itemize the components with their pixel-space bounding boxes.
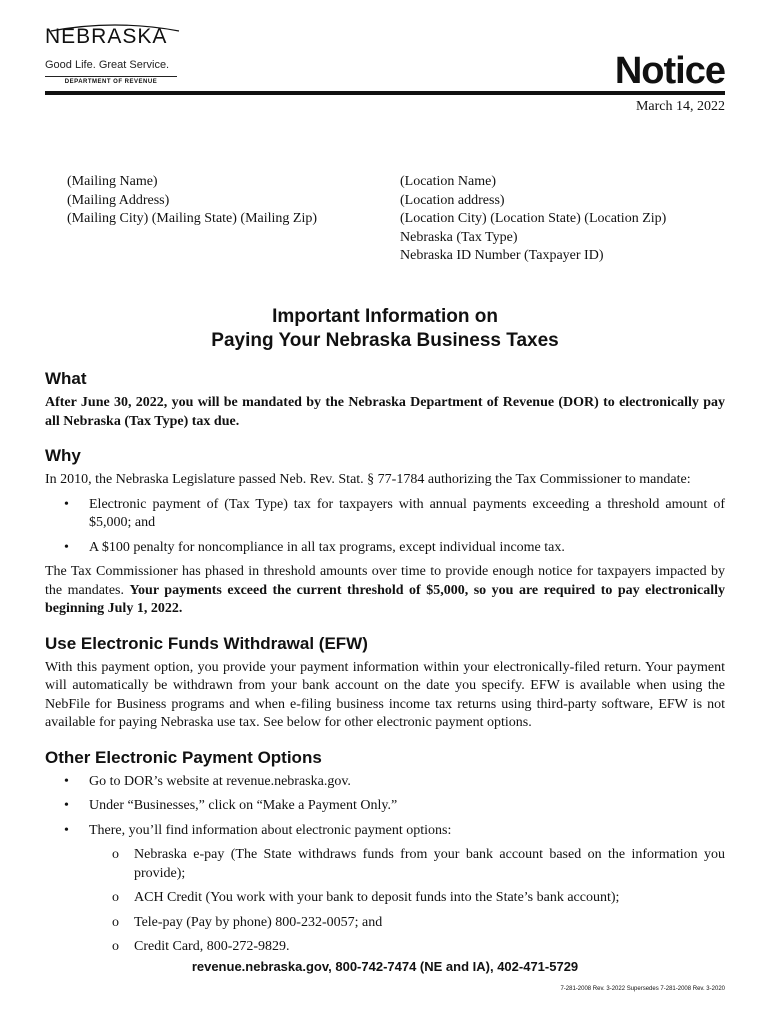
payment-methods-list [89,846,725,957]
what-text-bold: After June 30, 2022, you will be mandated by the Nebraska Department of Revenue (DOR) to electronically pay all Nebraska (Tax Type) tax due. [45,395,725,429]
section-heading-efw: Use Electronic Funds Withdrawal (EFW) [45,633,368,653]
document-title-line1: Important Information on [272,306,498,327]
list-item: • There, you’ll find information about electronic payment options: o Nebraska e-pay (The State withdraws funds from your bank account based on the information you provide); o ACH Credit (You work with your bank to deposit funds into the State’s bank account); o Tele-pay (Pay by phone) 800-232-0057; and o Credit Card, 800-272-9829. [89,822,725,957]
list-item: • Electronic payment of (Tax Type) tax for taxpayers with annual payments exceeding a threshold amount of $5,000; and [64,496,725,530]
mailing-address: (Mailing Address) [67,192,170,208]
section-heading-other-options: Other Electronic Payment Options [45,747,322,767]
location-address: (Location address) [400,192,505,208]
taxpayer-id: Nebraska ID Number (Taxpayer ID) [400,248,604,263]
logo-tagline: Good Life. Great Service. [45,59,170,71]
location-address-block [400,173,666,266]
notice-body [45,368,725,963]
document-title-line2: Paying Your Nebraska Business Taxes [211,330,559,351]
list-item: • Go to DOR’s website at revenue.nebraska.gov. [64,773,351,789]
mailing-city-state-zip: (Mailing City) (Mailing State) (Mailing Zip) [67,211,318,226]
department-logo [45,26,185,85]
notice-date: March 14, 2022 [635,99,725,114]
logo-wordmark [45,26,185,48]
why-intro: In 2010, the Nebraska Legislature passed Neb. Rev. Stat. § 77-1784 authorizing the Tax Commissioner to mandate: [45,472,691,487]
form-number: 7-281-2008 Rev. 3-2022 Supersedes 7-281-2008 Rev. 3-2020 [560,986,725,992]
footer-contact: revenue.nebraska.gov, 800-742-7474 (NE and IA), 402-471-5729 [191,959,579,974]
logo-arc-icon [47,22,183,32]
mailing-address-block [67,173,317,229]
efw-text: With this payment option, you provide your payment information within your electronically-filed return. Your payment will automatically be withdrawn from your bank account on the date you specify. EFW is available when using the NebFile for Business programs and when e-filing business income tax returns using third-party software, EFW is not available for paying Nebraska use tax. See below for other electronic payment options. [45,659,725,730]
section-heading-why: Why [45,446,81,465]
why-bullet-list [45,496,725,558]
logo-department: DEPARTMENT OF REVENUE [64,79,158,85]
what-text [45,394,725,431]
logo-divider [45,76,177,77]
page-title: Notice [614,50,725,92]
other-options-list [45,773,725,957]
location-city-state-zip: (Location City) (Location State) (Location Zip) [400,211,667,226]
list-item: • A $100 penalty for noncompliance in all tax programs, except individual income tax. [64,539,565,555]
why-closing: The Tax Commissioner has phased in threshold amounts over time to provide enough notice for taxpayers impacted by the mandates. Your payments exceed the current threshold of $5,000, so you are required to pay electronically beginning July 1, 2022. [45,564,725,616]
list-item: o ACH Credit (You work with your bank to deposit funds into the State’s bank account); [112,890,620,905]
list-item: • Under “Businesses,” click on “Make a Payment Only.” [64,798,398,813]
list-item: o Credit Card, 800-272-9829. [112,939,290,954]
list-item: o Tele-pay (Pay by phone) 800-232-0057; and [112,914,383,930]
document-title [0,305,770,353]
threshold-requirement: Your payments exceed the current threshold of $5,000, so you are required to pay electronically beginning July 1, 2022. [45,582,725,616]
logo-name: NEBRASKA [45,25,168,48]
tax-type: Nebraska (Tax Type) [400,229,518,245]
header-divider [45,91,725,95]
section-heading-what: What [45,369,87,388]
location-name: (Location Name) [400,174,497,189]
list-item: o Nebraska e-pay (The State withdraws funds from your bank account based on the information you provide); [112,847,725,881]
mailing-name: (Mailing Name) [67,174,158,189]
